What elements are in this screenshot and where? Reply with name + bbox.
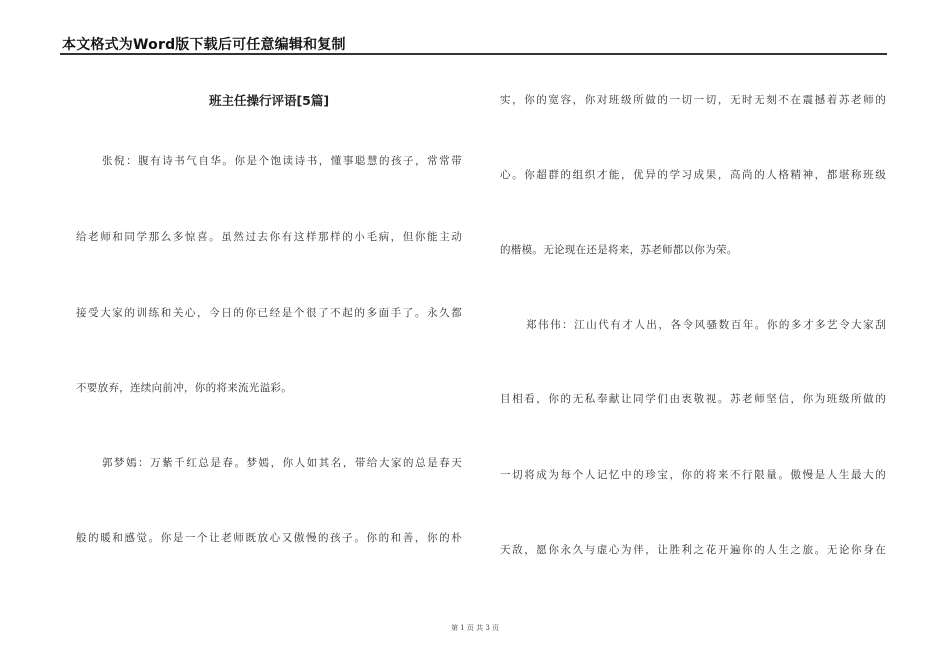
text-line: 目相看，你的无私奉献让同学们由衷敬视。苏老师坚信，你为班级所做的 [500, 393, 886, 405]
text-line: 实，你的宽容，你对班级所做的一切一切，无时无刻不在震撼着苏老师的 [500, 94, 886, 106]
text-line: 一切将成为每个人记忆中的珍宝，你的将来不行限量。傲慢是人生最大的 [500, 469, 886, 481]
page-header: 本文格式为Word版下载后可任意编辑和复制 [62, 37, 346, 53]
text-line: 般的暖和感觉。你是一个让老师既放心又傲慢的孩子。你的和善，你的朴 [76, 532, 462, 544]
text-line: 郭梦嫣：万紫千红总是春。梦嫣，你人如其名，带给大家的总是春天 [102, 457, 462, 469]
text-line: 天敌，愿你永久与虚心为伴，让胜利之花开遍你的人生之旅。无论你身在 [500, 544, 886, 556]
text-line: 不要放弃，连续向前冲，你的将来流光溢彩。 [76, 382, 292, 394]
text-line: 郑伟伟：江山代有才人出，各令风骚数百年。你的多才多艺令大家刮 [526, 319, 886, 331]
text-line: 接受大家的训练和关心，今日的你已经是个很了不起的多面手了。永久都 [76, 307, 462, 319]
text-line: 张倪：腹有诗书气自华。你是个饱读诗书，懂事聪慧的孩子，常常带 [102, 155, 462, 167]
header-divider [60, 53, 887, 55]
text-line: 心。你超群的组织才能，优异的学习成果，高尚的人格精神，都堪称班级 [500, 169, 886, 181]
text-line: 的楷模。无论现在还是将来，苏老师都以你为荣。 [500, 244, 738, 256]
text-line: 给老师和同学那么多惊喜。虽然过去你有这样那样的小毛病，但你能主动 [76, 231, 462, 243]
page-number: 第 1 页 共 3 页 [450, 624, 500, 632]
document-title: 班主任操行评语[5篇] [208, 93, 330, 108]
